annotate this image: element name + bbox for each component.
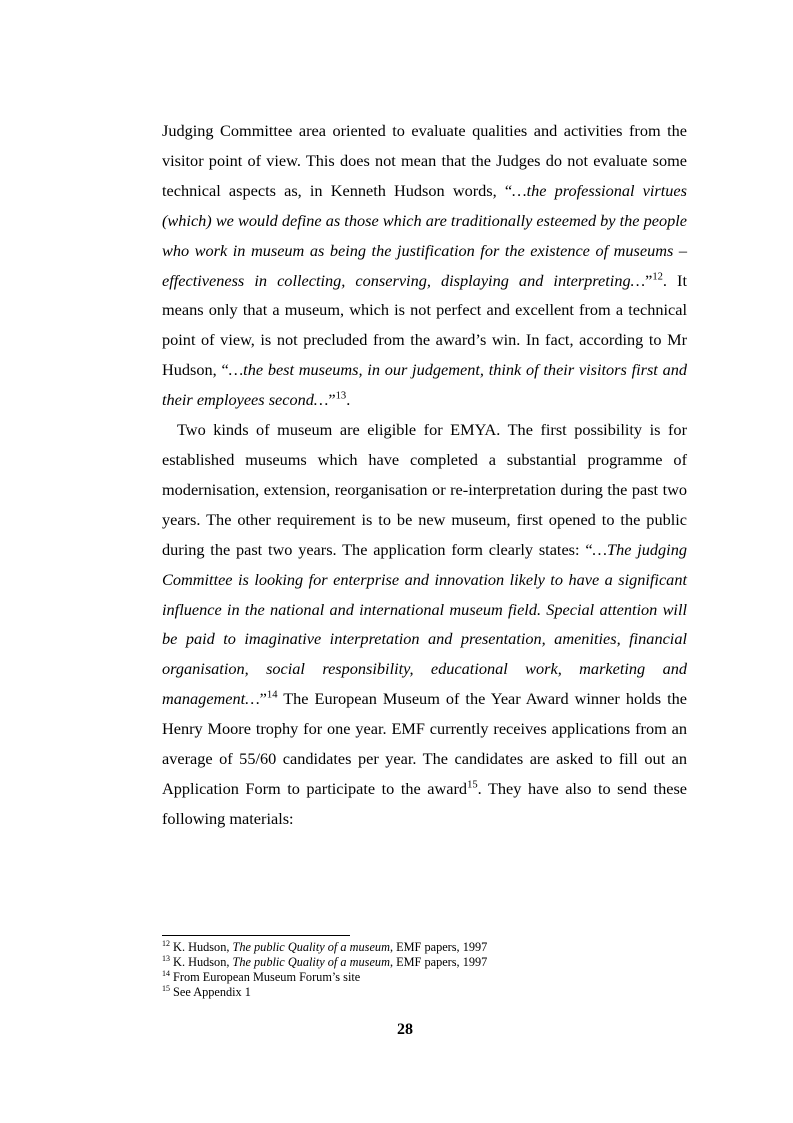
footnote-number: 15 (162, 983, 170, 993)
footnote-ref-15: 15 (467, 779, 478, 791)
footnote-text: , EMF papers, 1997 (389, 940, 488, 954)
text-run: ” (328, 390, 336, 410)
quote-application-form: …The judging Committee is looking for enterprise and innovation likely to have a significant influence in the national and international museum field. Special attention will be paid to imaginative interpretation and presentation, amenities, financial organisation, social responsibility, educational work, marketing and management… (162, 539, 687, 709)
footnote-text: See Appendix 1 (169, 984, 251, 999)
text-run: ” (645, 270, 653, 290)
text-run: . They have also to send these following materials: (162, 778, 688, 828)
quote-hudson-2: …the best museums, in our judgement, think of their visitors first and their employees second… (162, 360, 687, 410)
footnote-ref-14: 14 (266, 689, 278, 701)
footnote-number: 12 (162, 938, 170, 948)
footnote-number: 13 (162, 953, 170, 963)
paragraph-2 (162, 415, 687, 834)
footnote-ref-13: 13 (335, 390, 347, 402)
quote-hudson-1: …the professional virtues (which) we would define as those which are traditionally esteemed by the people who work in museum as being the justification for the existence of museums –effectiveness in collecting, conserving, displaying and interpreting… (162, 180, 687, 290)
text-run: The European Museum of the Year Award winner holds the Henry Moore trophy for one year. EMF currently receives applications from an average of 55/60 candidates per year. The candidates are asked to fill out an Application Form to participate to the award (162, 689, 687, 798)
footnote-text: From European Museum Forum’s site (169, 969, 361, 984)
footnote-number: 14 (162, 968, 170, 978)
footnote-12 (162, 940, 687, 955)
text-run: Two kinds of museum are eligible for EMYA. The first possibility is for established museums which have completed a substantial programme of modernisation, extension, reorganisation or re-interpretation during the past two years. The other requirement is to be new museum, first opened to the public during the past two years. The application form clearly states: “ (162, 420, 687, 559)
paragraph-1 (162, 116, 687, 415)
footnote-text: K. Hudson, (169, 940, 233, 954)
footnote-text: K. Hudson, (169, 954, 233, 969)
page-number: 28 (397, 1021, 413, 1038)
footnote-title: The public Quality of a museum (232, 940, 390, 954)
footnote-title: The public Quality of a museum (232, 954, 390, 969)
body-text (162, 116, 687, 834)
text-run: ” (259, 689, 267, 709)
footnote-divider (162, 935, 350, 936)
footnote-14 (162, 970, 687, 985)
text-run: . (346, 390, 351, 410)
footnote-ref-12: 12 (652, 271, 663, 283)
text-run: . It means only that a museum, which is not perfect and excellent from a technical point of view, is not precluded from the award’s win. In fact, according to Mr Hudson, “ (162, 270, 687, 380)
footnote-text: , EMF papers, 1997 (389, 954, 488, 969)
footnotes (162, 940, 687, 1000)
footnote-15 (162, 985, 687, 1000)
text-run: Judging Committee area oriented to evaluate qualities and activities from the visitor point of view. This does not mean that the Judges do not evaluate some technical aspects as, in Kenneth Hudson words, “ (162, 121, 687, 200)
footnote-13 (162, 955, 687, 970)
